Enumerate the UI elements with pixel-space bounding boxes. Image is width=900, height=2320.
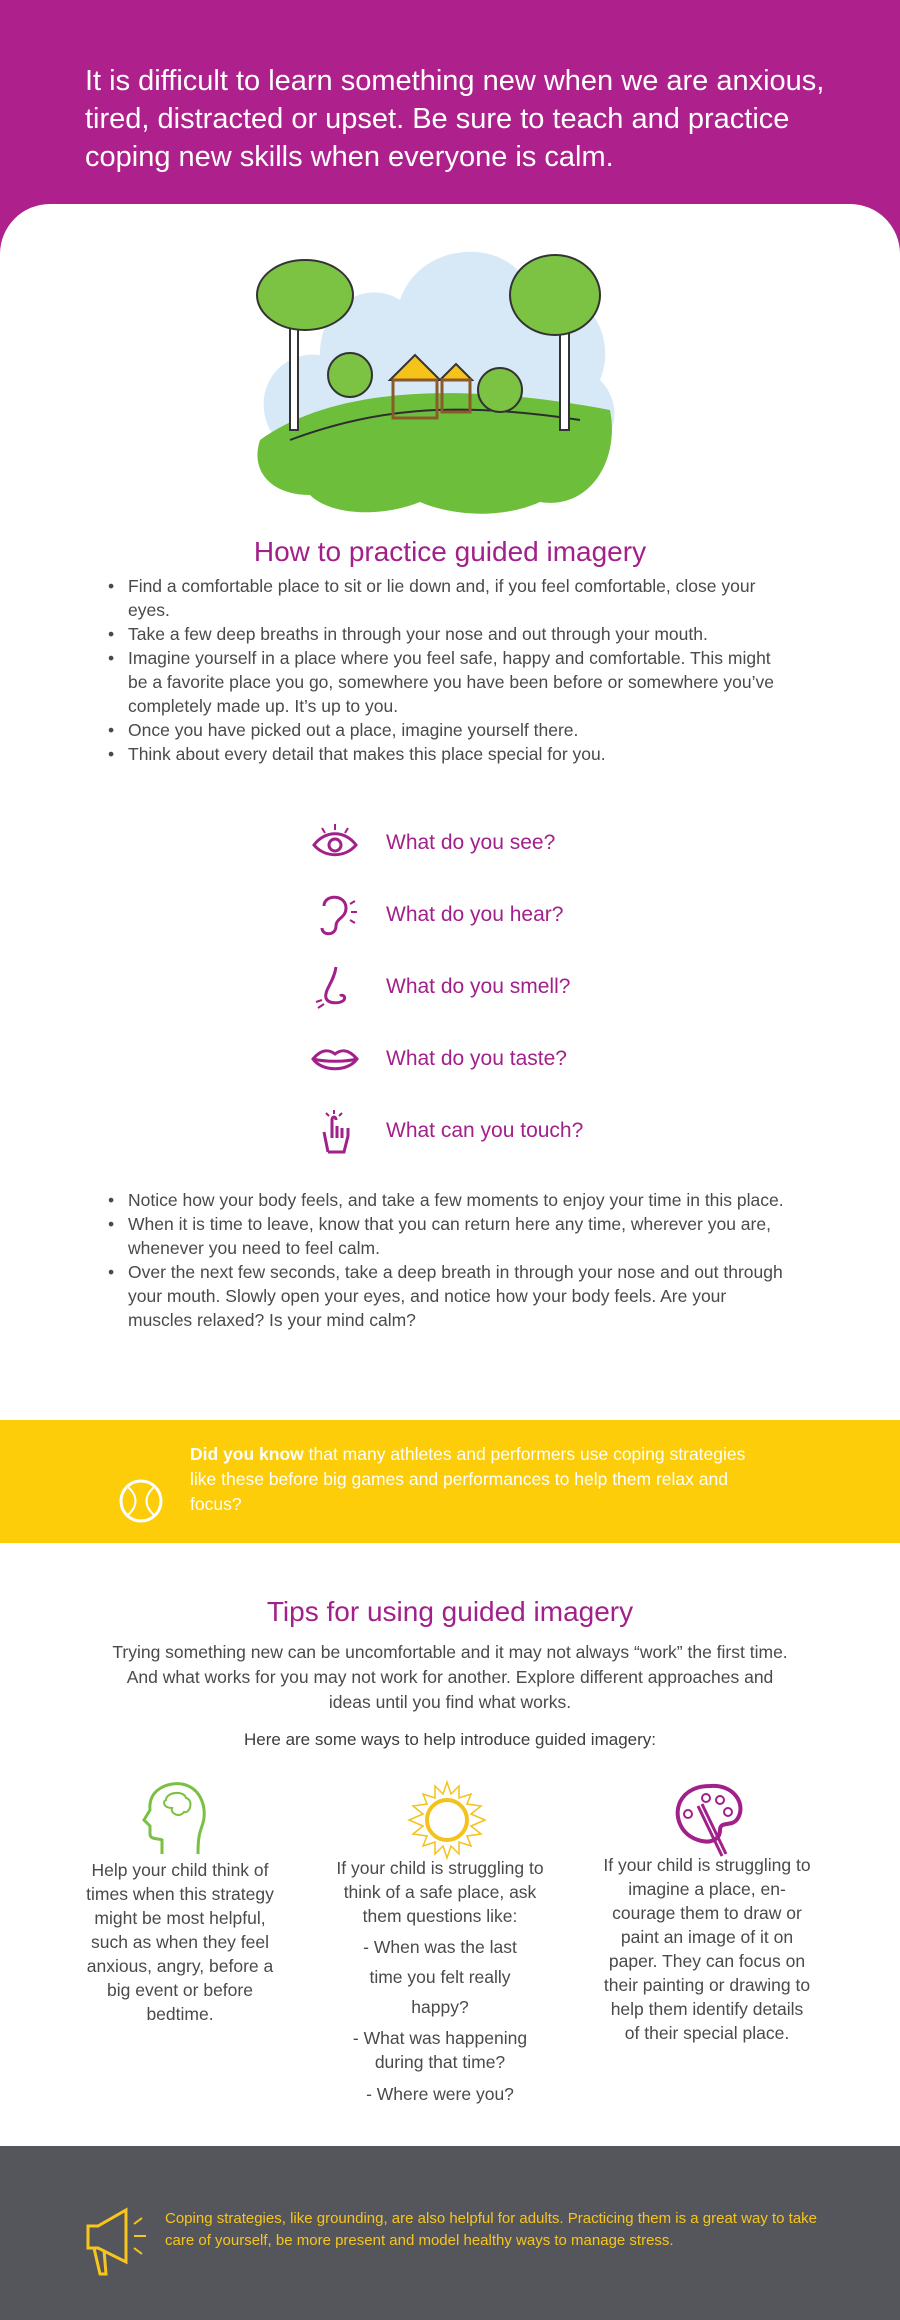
did-you-know-banner: [0, 1420, 900, 1543]
tip-text: If your child is struggling to imagine a place, en-courage them to draw or paint an image of it on paper. They can focus on their painting or drawing to help them identify details of their special place.: [603, 1855, 811, 2043]
ear-icon: [310, 892, 360, 938]
sense-taste: [310, 1034, 567, 1084]
tips-intro: Trying something new can be uncomfortable and it may not always “work” the first time. And what works for you may not work for another. Explore different approaches and ideas until you find what works.: [112, 1642, 788, 1712]
footer-text: Coping strategies, like grounding, are also helpful for adults. Practicing them is a great way to take care of yourself, be more present and model healthy ways to manage stress.: [165, 2210, 818, 2249]
list-item: • Take a few deep breaths in through your nose and out through your mouth.: [108, 622, 788, 646]
sense-label: What do you taste?: [386, 1047, 567, 1070]
nose-icon: [310, 964, 360, 1010]
list-item: • Once you have picked out a place, imagine yourself there.: [108, 718, 788, 742]
list-item: • Over the next few seconds, take a deep breath in through your nose and out through your mouth. Slowly open your eyes, and notice how your body feels. Are your muscles relaxed? Is your mind calm?: [108, 1260, 788, 1332]
eye-icon: [310, 820, 360, 866]
practice-list-2: [108, 1188, 788, 1332]
did-you-know-body: that many athletes and performers use coping strategies like these before big games and performances to help them relax and focus?: [190, 1444, 746, 1514]
sun-icon: [407, 1780, 487, 1860]
sense-smell: [310, 962, 570, 1012]
lips-icon: [310, 1036, 360, 1082]
hand-touch-icon: [310, 1108, 360, 1154]
sense-label: What do you see?: [386, 831, 556, 854]
tips-subheading: Here are some ways to help introduce guided imagery:: [244, 1730, 656, 1749]
practice-heading: How to practice guided imagery: [253, 536, 647, 567]
list-item: • Think about every detail that makes this place special for you.: [108, 742, 788, 766]
tip-question: - What was happening during that time?: [352, 2028, 528, 2072]
footer-banner: [0, 2146, 900, 2320]
sense-label: What do you hear?: [386, 903, 564, 926]
tips-heading: Tips for using guided imagery: [266, 1596, 634, 1627]
sense-label: What do you smell?: [386, 975, 571, 998]
megaphone-icon: [82, 2206, 148, 2276]
tip-text: If your child is struggling to think of a safe place, ask them questions like:: [336, 1858, 544, 1926]
sense-touch: [310, 1106, 583, 1156]
list-item: • Find a comfortable place to sit or lie down and, if you feel comfortable, close your eyes.: [108, 574, 788, 622]
sense-label: What can you touch?: [386, 1119, 584, 1142]
intro-text: It is difficult to learn something new when we are anxious, tired, distracted or upset. Be sure to teach and practice coping new skills when everyone is calm.: [85, 65, 825, 173]
list-item: • When it is time to leave, know that you can return here any time, wherever you are, whenever you need to feel calm.: [108, 1212, 788, 1260]
sense-see: [310, 818, 555, 868]
tip-column-3: [602, 1853, 812, 2047]
tip-question: - Where were you?: [366, 2084, 514, 2104]
practice-list: [108, 574, 788, 766]
did-you-know-bold: Did you know: [190, 1444, 304, 1464]
baseball-icon: [118, 1478, 164, 1524]
list-item: • Notice how your body feels, and take a few moments to enjoy your time in this place.: [108, 1188, 788, 1212]
park-illustration: [250, 240, 620, 515]
sense-hear: [310, 890, 563, 940]
paint-palette-icon: [670, 1780, 750, 1860]
tip-question: - When was the last time you felt really happy?: [363, 1937, 517, 2017]
tip-text: Help your child think of times when this strategy might be most helpful, such as when they feel anxious, angry, before a big event or before bedtime.: [86, 1860, 274, 2024]
tip-column-1: [75, 1858, 285, 2028]
did-you-know-text: [190, 1442, 750, 1517]
head-brain-icon: [140, 1780, 210, 1855]
list-item: • Imagine yourself in a place where you feel safe, happy and comfortable. This might be a favorite place you go, somewhere you have been before or somewhere you’ve completely made up. It’s up to you.: [108, 646, 788, 718]
tip-column-2: [335, 1856, 545, 2108]
